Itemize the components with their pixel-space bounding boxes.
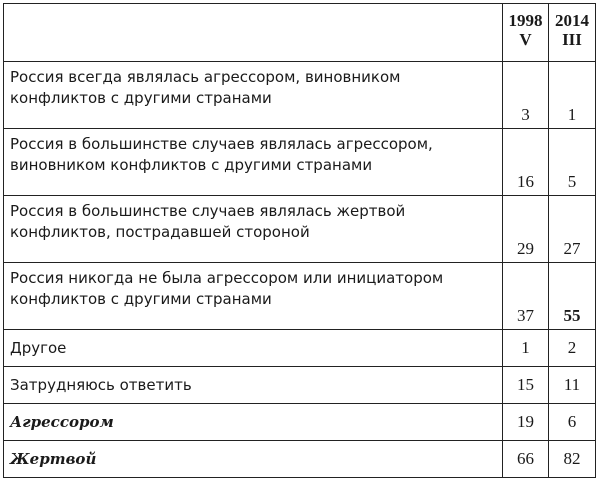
- value-1998: 29: [503, 196, 549, 263]
- summary-row: [4, 404, 596, 441]
- answer-text: Россия всегда являлась агрессором, виновником конфликтов с другими странами: [4, 62, 503, 129]
- value-2014-highlight: 55: [549, 263, 596, 330]
- header-wave-2014: III: [562, 30, 582, 49]
- table-row: [4, 196, 596, 263]
- value-2014: 82: [549, 441, 596, 478]
- value-1998: 66: [503, 441, 549, 478]
- value-2014: 2: [549, 330, 596, 367]
- value-1998: 19: [503, 404, 549, 441]
- summary-row: [4, 441, 596, 478]
- answer-text: Другое: [4, 330, 503, 367]
- survey-table: [3, 3, 596, 478]
- value-2014: 27: [549, 196, 596, 263]
- value-1998: 3: [503, 62, 549, 129]
- table-row: [4, 263, 596, 330]
- value-2014: 1: [549, 62, 596, 129]
- table-row: [4, 129, 596, 196]
- table-header-row: [4, 4, 596, 62]
- answer-text: Россия в большинстве случаев являлась жертвой конфликтов, пострадавшей стороной: [4, 196, 503, 263]
- table-row: [4, 330, 596, 367]
- answer-text: Затрудняюсь ответить: [4, 367, 503, 404]
- header-year-1998: 1998: [508, 11, 543, 30]
- value-1998: 1: [503, 330, 549, 367]
- header-year-2014: 2014: [555, 11, 589, 30]
- value-1998: 37: [503, 263, 549, 330]
- value-1998: 16: [503, 129, 549, 196]
- value-2014: 11: [549, 367, 596, 404]
- header-col-2014: [549, 4, 596, 62]
- header-empty-cell: [4, 4, 503, 62]
- answer-text: Россия никогда не была агрессором или инициатором конфликтов с другими странами: [4, 263, 503, 330]
- answer-text: Россия в большинстве случаев являлась агрессором, виновником конфликтов с другими странами: [4, 129, 503, 196]
- header-col-1998: [503, 4, 549, 62]
- table-row: [4, 367, 596, 404]
- header-wave-1998: V: [519, 30, 532, 49]
- table-row: [4, 62, 596, 129]
- summary-label: Агрессором: [4, 404, 503, 441]
- value-2014: 5: [549, 129, 596, 196]
- value-2014: 6: [549, 404, 596, 441]
- value-1998: 15: [503, 367, 549, 404]
- summary-label: Жертвой: [4, 441, 503, 478]
